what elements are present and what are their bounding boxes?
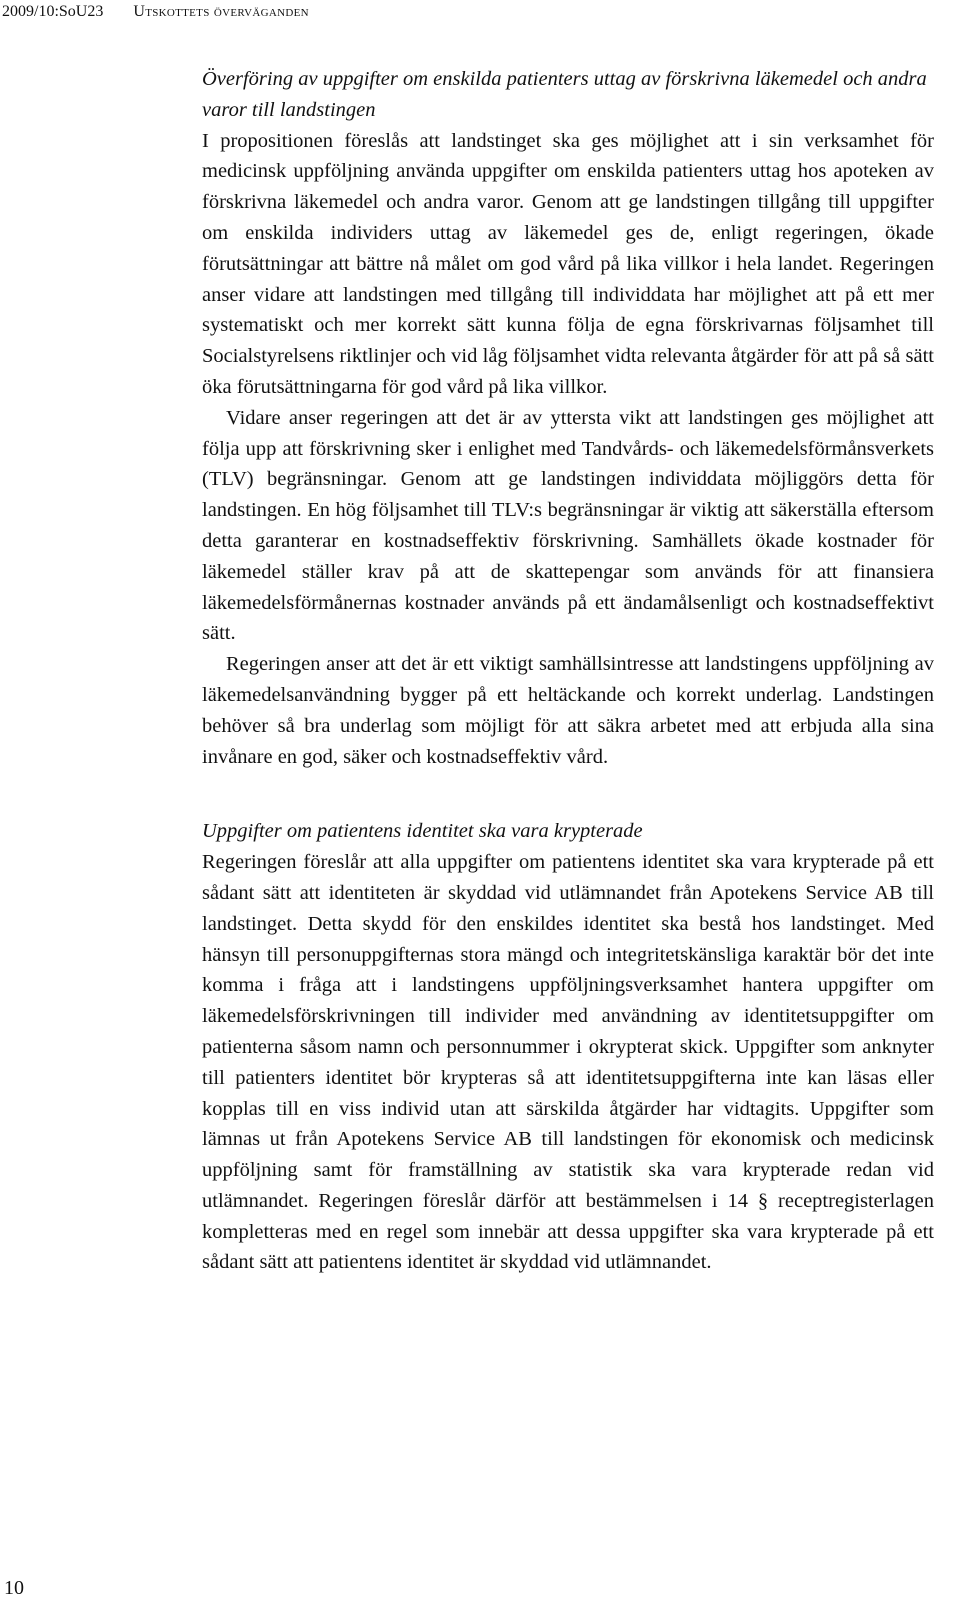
paragraph: I propositionen föreslås att landstinget ska ges möjlighet att i sin verksamhet för medicinsk uppföljning använda uppgifter om enskilda patienters uttag hos apoteken av förskrivna läkemedel och andra varor. Genom att ge landstingen tillgång till uppgifter om enskilda individers uttag av läkemedel ges de, enligt regeringen, ökade förutsättningar att bättre nå målet om god vård på lika villkor i hela landet. Regeringen anser vidare att landstingen med tillgång till individdata har möjlighet att på ett mer systematiskt och mer korrekt sätt kunna följa de egna förskrivarnas följsamhet till Socialstyrelsens riktlinjer och vid låg följsamhet vidta relevanta åtgärder för att på så sätt öka förutsättningarna för god vård på lika villkor. — [202, 129, 934, 398]
section-title: Utskottets överväganden — [133, 3, 309, 20]
document-body — [202, 64, 934, 1278]
paragraph: Regeringen föreslår att alla uppgifter om patientens identitet ska vara krypterade på ett sådant sätt att identiteten är skyddad vid utlämnandet från Apotekens Service AB till landstinget. Detta skydd för den enskildes identitet ska bestå hos landstinget. Med hänsyn till personuppgifternas stora mängd och integritetskänsliga karaktär bör det inte komma i fråga att i landstingens uppföljningsverksamhet hantera uppgifter om läkemedelsförskrivningen till individer med användning av identitetsuppgifter om patienterna såsom namn och personnummer i okrypterat skick. Uppgifter som anknyter till patienters identitet bör krypteras så att identitetsuppgifterna inte kan läsas eller kopplas till en viss individ utan att särskilda åtgärder har vidtagits. Uppgifter som lämnas ut från Apotekens Service AB till landstingen för ekonomisk och medicinsk uppföljning samt för framställning av statistik ska vara krypterade redan vid utlämnandet. Regeringen föreslår därför att bestämmelsen i 14 § receptregisterlagen kompletteras med en regel som innebär att dessa uppgifter ska vara krypterade på ett sådant sätt att patientens identitet är skyddad vid utlämnandet. — [202, 851, 934, 1274]
page-number: 10 — [4, 1577, 24, 1599]
paragraph: Vidare anser regeringen att det är av yttersta vikt att landstingen ges möjlighet att följa upp att förskrivning sker i enlighet med Tandvårds- och läkemedelsförmånsverkets (TLV) begränsningar. Genom att ge landstingen individdata möjliggörs detta för landstingen. En hög följsamhet till TLV:s begränsningar är viktig att säkerställa eftersom detta garanterar en kostnadseffektiv förskrivning. Samhällets ökade kostnader för läkemedel ställer krav på att de skattepengar som används för att finansiera läkemedelsförmånernas kostnader används på ett ändamålsenligt och kostnadseffektivt sätt. — [202, 406, 934, 645]
section-heading: Uppgifter om patientens identitet ska vara krypterade — [202, 820, 643, 843]
paragraph: Regeringen anser att det är ett viktigt samhällsintresse att landstingens uppföljning av läkemedelsanvändning bygger på ett heltäckande och korrekt underlag. Landstingen behöver så bra underlag som möjligt för att säkra arbetet med att erbjuda alla sina invånare en god, säker och kostnadseffektiv vård. — [202, 653, 934, 768]
section-heading: Överföring av uppgifter om enskilda patienters uttag av förskrivna läkemedel och andra varor till landstingen — [202, 68, 927, 121]
running-header — [2, 2, 309, 22]
document-id: 2009/10:SoU23 — [2, 3, 104, 20]
